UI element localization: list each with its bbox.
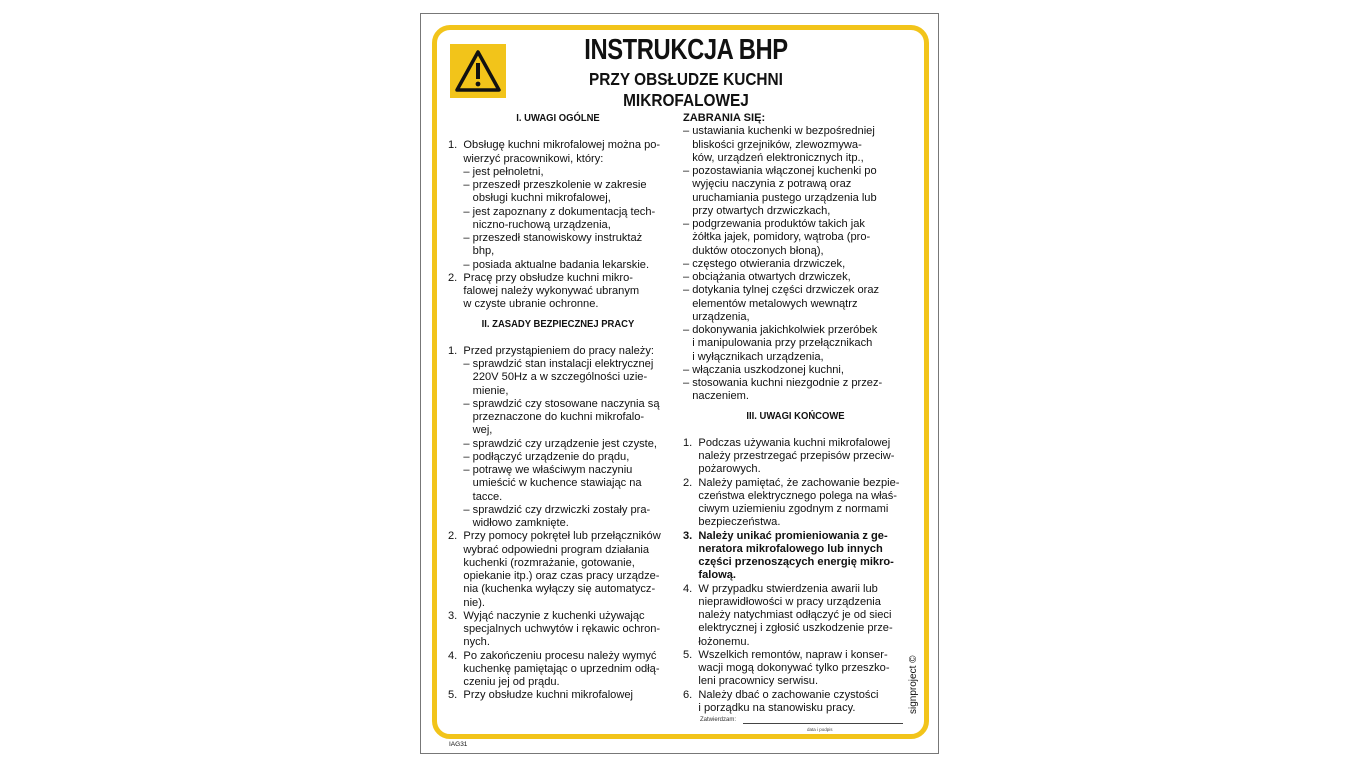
text-line: części przenoszących energię mikro- (683, 556, 894, 568)
text-line: przeznaczone do kuchni mikrofalo- (448, 411, 645, 423)
text-line: wacji mogą dokonywać tylko przeszko- (683, 662, 890, 674)
text-line: leni pracownicy serwisu. (683, 675, 819, 688)
text-line: duktów otoczonych błoną), (683, 244, 824, 257)
text-line: ków, urządzeń elektronicznych itp., (683, 151, 864, 164)
text-line: – sprawdzić czy urządzenie jest czyste, (448, 437, 658, 450)
text-line: należy natychmiast odłączyć je od sieci (683, 609, 892, 621)
text-line: – sprawdzić czy stosowane naczynia są (448, 397, 660, 410)
forbidden-title: ZABRANIA SIĘ: (683, 112, 766, 124)
text-line: – podgrzewania produktów takich jak (683, 218, 865, 230)
text-line: 3. Wyjąć naczynie z kuchenki używając (448, 609, 645, 622)
text-line: 1. Obsługę kuchni mikrofalowej można po- (448, 139, 661, 152)
section-1-body (448, 139, 668, 311)
text-line: – potrawę we właściwym naczyniu (448, 464, 633, 476)
text-line: 4. Po zakończeniu procesu należy wymyć (448, 649, 657, 662)
text-line: nia (kuchenka wyłączy się automatycz- (448, 583, 656, 596)
text-line: bliskości grzejników, zlewozmywa- (683, 138, 862, 151)
text-line: 5. Wszelkich remontów, napraw i konser- (683, 648, 888, 661)
text-line: ciwym uziemieniu zgodnym z normami (683, 503, 889, 515)
text-line: – podłączyć urządzenie do prądu, (448, 450, 630, 463)
text-line: – obciążania otwartych drzwiczek, (683, 271, 851, 283)
document-title: INSTRUKCJA BHP (584, 34, 788, 66)
section-1-title: I. UWAGI OGÓLNE (516, 112, 600, 124)
signature-line (743, 723, 903, 724)
text-line: naczeniem. (683, 390, 749, 403)
text-line: wej, (448, 424, 493, 437)
text-line: uruchamiania pustego urządzenia lub (683, 191, 877, 204)
text-line: – ustawiania kuchenki w bezpośredniej (683, 125, 875, 138)
text-line: urządzenia, (683, 310, 750, 323)
text-line: – sprawdzić czy drzwiczki zostały pra- (448, 503, 651, 516)
text-line: 220V 50Hz a w szczególności uzie- (448, 371, 648, 384)
text-line: – pozostawiania włączonej kuchenki po (683, 165, 877, 177)
text-line: 6. Należy dbać o zachowanie czystości (683, 688, 879, 701)
text-line: falowej należy wykonywać ubranym (448, 285, 640, 297)
left-column (448, 112, 668, 703)
text-line: 3. Należy unikać promieniowania z ge- (683, 529, 888, 542)
text-line: opiekanie itp.) oraz czas pracy urządze- (448, 570, 660, 582)
text-line: nych. (448, 636, 490, 649)
document-code: IAG31 (449, 741, 468, 748)
warning-sign (450, 44, 506, 98)
text-line: elektrycznej i zgłosić uszkodzenie prze- (683, 622, 893, 635)
text-line: nieprawidłowości w pracy urządzenia (683, 595, 881, 608)
forbidden-list (683, 125, 908, 403)
text-line: łożonemu. (683, 635, 750, 648)
section-3-title: III. UWAGI KOŃCOWE (746, 409, 845, 422)
text-line: neratora mikrofalowego lub innych (683, 542, 883, 555)
text-line: – jest pełnoletni, (448, 165, 544, 178)
approved-label: Zatwierdzam: (700, 717, 737, 723)
text-line: i manipulowania przy przełącznikach (683, 337, 873, 350)
text-line: 1. Podczas używania kuchni mikrofalowej (683, 436, 891, 449)
text-line: bezpieczeństwa. (683, 516, 781, 529)
text-line: 1. Przed przystąpieniem do pracy należy: (448, 344, 654, 357)
text-line: wierzyć pracownikowi, który: (448, 152, 604, 165)
instruction-sheet (420, 13, 939, 754)
text-line: – stosowania kuchni niezgodnie z przez- (683, 377, 883, 389)
text-line: tacce. (448, 490, 503, 503)
warning-triangle-icon (450, 44, 506, 98)
text-line: kuchenkę pamiętając o uprzednim odłą- (448, 662, 660, 675)
text-line: żółtka jajek, pomidory, wątroba (pro- (683, 231, 871, 244)
section-3-body-b (683, 583, 908, 716)
text-line: obsługi kuchni mikrofalowej, (448, 192, 611, 205)
text-line: kuchenki (rozmrażanie, gotowanie, (448, 556, 635, 569)
text-line: umieścić w kuchence stawiając na (448, 477, 642, 490)
text-line: nie). (448, 596, 485, 609)
text-line: elementów metalowych wewnątrz (683, 297, 858, 310)
text-line: bhp, (448, 245, 495, 258)
brand-label: signproject © (908, 655, 919, 714)
text-line: – jest zapoznany z dokumentacją tech- (448, 205, 656, 218)
text-line: czeństwa elektrycznego polega na właś- (683, 489, 897, 502)
text-line: 2. Należy pamiętać, że zachowanie bezpie- (683, 476, 900, 489)
text-line: – włączania uszkodzonej kuchni, (683, 363, 844, 376)
text-line: czeniu jej od prądu. (448, 676, 560, 688)
text-line: 4. W przypadku stwierdzenia awarii lub (683, 582, 878, 595)
section-3-body-a (683, 437, 908, 530)
text-line: widłowo zamknięte. (448, 517, 569, 529)
section-2-body (448, 345, 668, 703)
text-line: – dokonywania jakichkolwiek przeróbek (683, 324, 878, 336)
text-line: pożarowych. (683, 463, 761, 476)
text-line: i wyłącznikach urządzenia, (683, 350, 824, 363)
section-2-title: II. ZASADY BEZPIECZNEJ PRACY (481, 317, 635, 330)
signature-caption: data i podpis (807, 727, 833, 732)
section-3-body-bold (683, 530, 908, 583)
text-line: mienie, (448, 384, 509, 397)
text-line: wybrać odpowiedni program działania (448, 543, 650, 556)
text-line: niczno-ruchową urządzenia, (448, 218, 611, 231)
text-line: należy przestrzegać przepisów przeciw- (683, 450, 895, 462)
text-line: wyjęciu naczynia z potrawą oraz (683, 178, 852, 191)
text-line: – sprawdzić stan instalacji elektrycznej (448, 358, 654, 370)
text-line: – częstego otwierania drzwiczek, (683, 257, 846, 270)
document-subtitle: PRZY OBSŁUDZE KUCHNI MIKROFALOWEJ (589, 69, 783, 110)
text-line: – przeszedł stanowiskowy instruktaż (448, 232, 643, 244)
text-line: 2. Przy pomocy pokręteł lub przełączników (448, 530, 661, 543)
text-line: w czyste ubranie ochronne. (448, 298, 599, 311)
right-column (683, 112, 908, 715)
text-line: – posiada aktualne badania lekarskie. (448, 258, 650, 271)
text-line: – przeszedł przeszkolenie w zakresie (448, 179, 647, 191)
text-line: specjalnych uchwytów i rękawic ochron- (448, 623, 661, 635)
text-line: 2. Pracę przy obsłudze kuchni mikro- (448, 271, 633, 284)
text-line: – dotykania tylnej części drzwiczek oraz (683, 284, 880, 297)
text-line: i porządku na stanowisku pracy. (683, 701, 856, 714)
text-line: przy otwartych drzwiczkach, (683, 204, 831, 217)
text-line: falową. (683, 569, 737, 582)
text-line: 5. Przy obsłudze kuchni mikrofalowej (448, 689, 633, 702)
